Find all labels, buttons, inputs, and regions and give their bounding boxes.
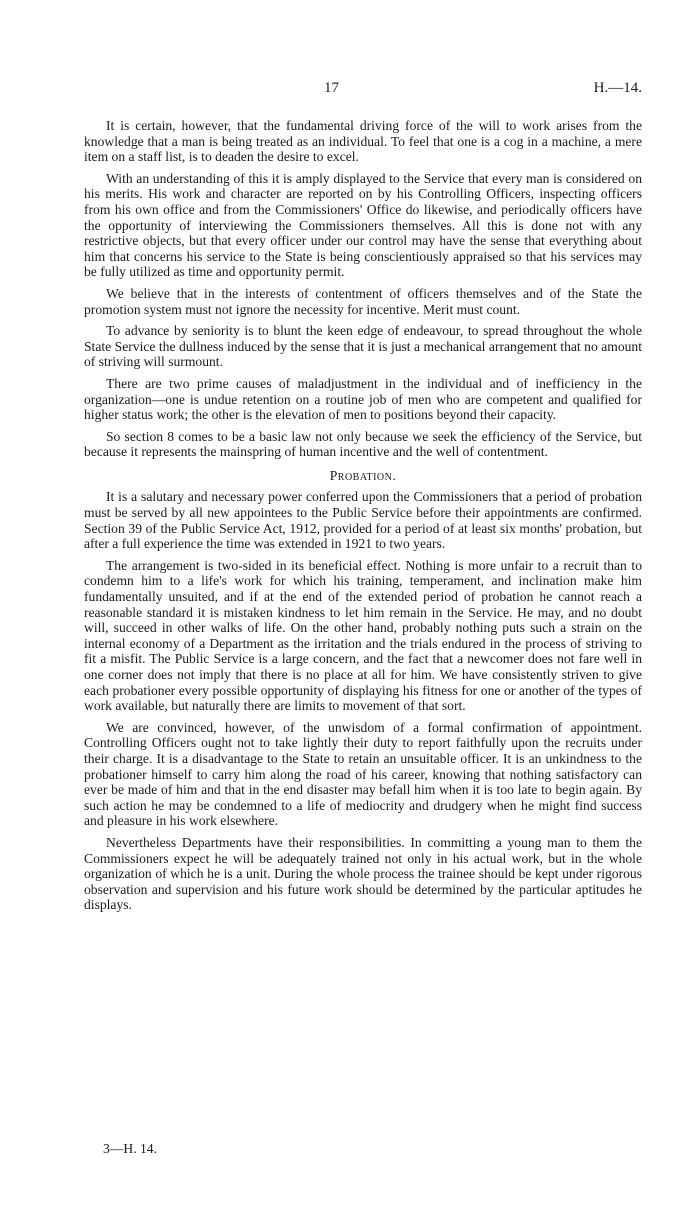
page-number: 17 (324, 80, 339, 96)
paragraph: To advance by seniority is to blunt the keen edge of endeavour, to spread throughout the whole State Service the dullness induced by the sense that it is just a mechanical arrangement that no amount of striving will surmount. (84, 323, 642, 370)
paragraph: It is a salutary and necessary power conferred upon the Commissioners that a period of probation must be served by all new appointees to the Public Service before their appointments are confirmed. Section 39 of the Public Service Act, 1912, provided for a period of at least six months' probation, but after a full experience the time was extended in 1921 to two years. (84, 489, 642, 552)
page-header (84, 80, 642, 100)
paragraph: The arrangement is two-sided in its beneficial effect. Nothing is more unfair to a recruit than to condemn him to a life's work for which his training, temperament, and inclination make him fundamentally unsuited, and if at the end of the extended period of probation he cannot reach a reasonable standard it is mistaken kindness to let him remain in the Service. He may, and no doubt will, succeed in other walks of life. On the other hand, probably nothing puts such a strain on the internal economy of a Department as the irritation and the trials endured in the process of striving to fit a misfit. The Public Service is a large concern, and the fact that a newcomer does not fare well in one corner does not imply that there is no place at all for him. We have consistently striven to give each probationer every possible opportunity of displaying his fitness for one or another of the types of work available, but naturally there are limits to movement of that sort. (84, 557, 642, 714)
paragraph: So section 8 comes to be a basic law not only because we seek the efficiency of the Service, but because it represents the mainspring of human incentive and the well of contentment. (84, 428, 642, 460)
section-heading: Probation. (329, 467, 397, 483)
document-body (84, 118, 642, 919)
paragraph: We believe that in the interests of contentment of officers themselves and of the State the promotion system must not ignore the necessity for incentive. Merit must count. (84, 285, 642, 317)
report-reference: H.—14. (593, 80, 642, 96)
paragraph: It is certain, however, that the fundamental driving force of the will to work arises from the knowledge that a man is being treated as an individual. To feel that one is a cog in a machine, a mere item on a staff list, is to deaden the desire to excel. (84, 118, 642, 165)
paragraph: We are convinced, however, of the unwisdom of a formal confirmation of appointment. Controlling Officers ought not to take lightly their duty to report faithfully upon the recruits under their charge. It is a disadvantage to the State to retain an unsuitable officer. It is an unkindness to the probationer himself to carry him along the road of his career, knowing that nothing satisfactory can ever be made of him and that in the end disaster may befall him when it is too late to begin again. By such action he may be condemned to a life of mediocrity and drudgery when he might find success and pleasure in his work elsewhere. (84, 719, 642, 829)
paragraph: With an understanding of this it is amply displayed to the Service that every man is considered on his merits. His work and character are reported on by his Controlling Officers, inspecting officers from his own office and from the Commissioners' Office do likewise, and periodically officers have the opportunity of interviewing the Commissioners themselves. All this is done not with any restrictive objects, but that every officer under our control may have the sense that everything about him that concerns his service to the State is being conscientiously appraised so that his services may be fully utilized as time and opportunity permit. (84, 170, 642, 280)
paragraph: There are two prime causes of maladjustment in the individual and of inefficiency in the organization—one is undue retention on a routine job of men who are competent and qualified for higher status work; the other is the elevation of men to positions beyond their capacity. (84, 375, 642, 423)
signature-mark: 3—H. 14. (103, 1141, 157, 1156)
paragraph: Nevertheless Departments have their responsibilities. In committing a young man to them the Commissioners expect he will be adequately trained not only in his actual work, but in the whole organization of which he is a unit. During the whole process the trainee should be kept under rigorous observation and supervision and his future work should be determined by the particular aptitudes he displays. (84, 834, 642, 913)
